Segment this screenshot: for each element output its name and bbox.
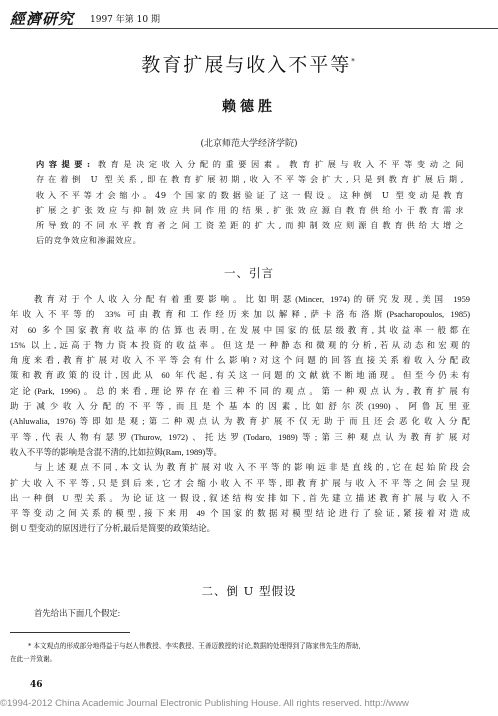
hypothesis-body [10, 606, 470, 621]
header-rule [10, 28, 498, 29]
abstract [36, 157, 464, 249]
body-line: 与上述观点不同,本文认为教育扩展对收入不平等的影响远非是直线的,它在起始阶段会 [34, 463, 470, 473]
body-line: 出一种倒 U 型关系。为论证这一假设,叙述结构安排如下,首先建立描述教育扩展与收入不 [10, 493, 470, 503]
body-line: 定论(Park, 1996)。总的来看,理论界存在着三种不同的观点。第一种观点认为,教育扩展有 [10, 386, 470, 396]
footnote [10, 640, 470, 666]
body-line: 平等,代表人物有瑟罗(Thurow, 1972)、托达罗(Todaro, 1989)等;第三种观点认为教育扩展对 [10, 432, 470, 442]
abstract-line: 所导致的不同水平教育者之间工资差距的扩大,而抑制效应则源自教育供给大增之 [36, 220, 464, 231]
abstract-text: 教育是决定收入分配的重要因素。教育扩展与收入不平等变动之间 [97, 159, 464, 169]
footnote-line: * 本文观点的形成部分地得益于与赵人伟教授、李实教授、王善迈教授的讨论,数据的处理得到了陈家伟先生的帮助, [28, 642, 361, 650]
footnote-rule [10, 632, 130, 633]
body-line: 助于减少收入分配的不平等,而且是个基本的因素,比如舒尔茨(1990)、阿鲁瓦里亚 [10, 402, 470, 412]
journal-header [10, 8, 498, 28]
body-line: 教育对于个人收入分配有着重要影响。比如明瑟(Mincer, 1974)的研究发现,美国 1959 [34, 295, 470, 304]
body-line: 年收入不平等的 33% 可由教育和工作经历来加以解释,萨卡洛布洛斯(Psacharopoulos, 1985) [10, 310, 470, 320]
body-line: 收入不平等的影响是含混不清的,比如拉姆(Ram, 1989)等。 [10, 447, 222, 457]
abstract-line: 存在着倒 U 型关系,即在教育扩展初期,收入不平等会扩大,只是到教育扩展后期, [36, 174, 464, 185]
body-line: 策和教育政策的设计,因此从 60 年代起,有关这一问题的文献就不断地涌现。但至今仍未有 [10, 371, 470, 381]
abstract-line [36, 157, 464, 172]
abstract-label: 内容提要: [36, 159, 91, 169]
author-affiliation: (北京师范大学经济学院) [200, 139, 298, 149]
abstract-line: 后的竞争效应和渗漏效应。 [36, 235, 142, 246]
body-line: 角度来看,教育扩展对收入不平等会有什么影响?对这个问题的回答直接关系着收入分配政 [10, 356, 470, 366]
body-line: 对 60 多个国家教育收益率的估算也表明,在发展中国家的低层级教育,其收益率一般都在 [10, 325, 470, 335]
body-line: 扩大收入不平等,只是到后来,它才会缩小收入不平等,即教育扩展与收入不平等之间会呈现 [10, 478, 470, 488]
abstract-line: 扩展之扩张效应与抑制效应共同作用的结果,扩张效应源自教育供给小于教育需求 [36, 204, 464, 215]
title-text: 教育扩展与收入不平等 [141, 54, 352, 76]
article-title [0, 50, 498, 77]
body-line: (Ahluwalia, 1976)等即如是观;第二种观点认为教育扩展不仅无助于而且还会恶化收入分配 [10, 417, 470, 427]
abstract-line: 收入不平等才会缩小。49 个国家的数据验证了这一假设。这种倒 U 型变动是教育 [36, 189, 464, 200]
body-line: 首先给出下面几个假定: [34, 609, 121, 618]
page-number: 46 [30, 680, 43, 690]
title-footnote-mark: * [351, 57, 357, 66]
author-name: 赖德胜 [222, 99, 276, 115]
issue-label: 1997 年第 10 期 [90, 15, 160, 25]
introduction-body [10, 292, 470, 537]
journal-logo: 經濟研究 [10, 10, 75, 28]
body-line: 15% 以上,远高于物力资本投资的收益率。但这是一种静态和微观的分析,若从动态和宏观的 [10, 340, 470, 350]
body-line: 平等变动之间关系的模型,接下来用 49 个国家的数据对模型结论进行了验证,紧接着对造成 [10, 509, 470, 519]
section-heading-introduction: 一、引言 [224, 266, 274, 280]
copyright-watermark: ©1994-2012 China Academic Journal Electronic Publishing House. All rights reserved. http://www [0, 698, 409, 709]
body-line: 倒 U 型变动的原因进行了分析,最后是简要的政策结论。 [10, 524, 215, 534]
section-heading-hypothesis: 二、倒 U 型假设 [201, 584, 297, 598]
footnote-line: 在此一并致谢。 [10, 655, 57, 663]
